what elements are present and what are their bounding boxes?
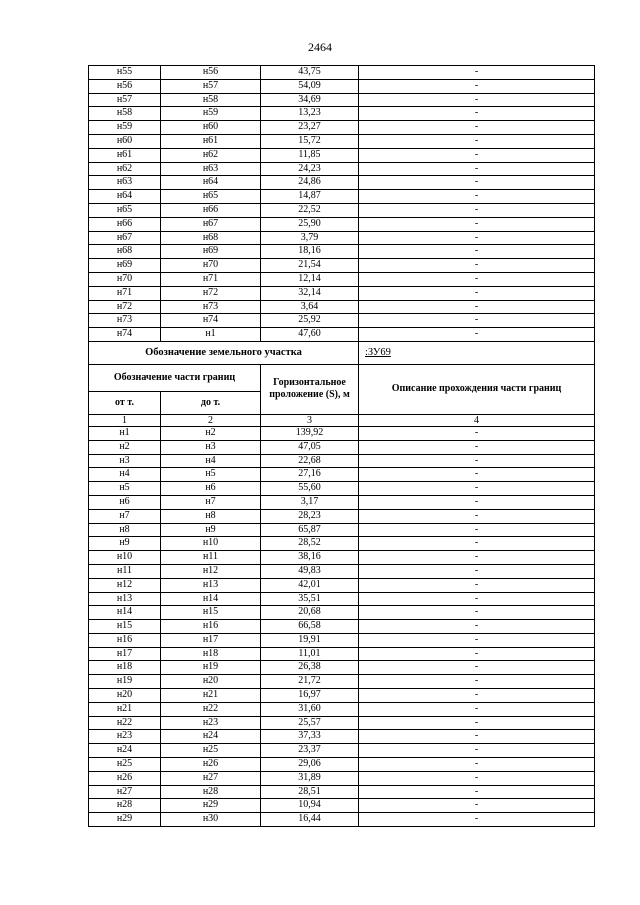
from-point: н69	[89, 259, 161, 273]
to-point: н71	[161, 272, 261, 286]
table-row	[89, 148, 595, 162]
description: -	[359, 203, 595, 217]
distance: 25,90	[261, 217, 359, 231]
table-row	[89, 758, 595, 772]
to-point: н70	[161, 259, 261, 273]
table-row	[89, 482, 595, 496]
to-point: н22	[161, 702, 261, 716]
to-point: н10	[161, 537, 261, 551]
to-point: н19	[161, 661, 261, 675]
description: -	[359, 66, 595, 80]
distance: 49,83	[261, 564, 359, 578]
from-point: н23	[89, 730, 161, 744]
table-section-lower	[89, 426, 595, 826]
table-row	[89, 744, 595, 758]
to-point: н64	[161, 176, 261, 190]
to-point: н58	[161, 93, 261, 107]
description: -	[359, 300, 595, 314]
from-point: н8	[89, 523, 161, 537]
distance: 20,68	[261, 606, 359, 620]
distance: 16,44	[261, 813, 359, 827]
distance: 29,06	[261, 758, 359, 772]
table-row	[89, 537, 595, 551]
from-point: н74	[89, 328, 161, 342]
from-point: н66	[89, 217, 161, 231]
to-point: н4	[161, 454, 261, 468]
to-point: н3	[161, 440, 261, 454]
from-point: н56	[89, 79, 161, 93]
distance: 23,37	[261, 744, 359, 758]
from-point: н16	[89, 633, 161, 647]
to-point: н74	[161, 314, 261, 328]
distance: 34,69	[261, 93, 359, 107]
from-point: н72	[89, 300, 161, 314]
from-point: н21	[89, 702, 161, 716]
from-point: н20	[89, 689, 161, 703]
to-point: н72	[161, 286, 261, 300]
column-number: 2	[161, 414, 261, 426]
to-point: н30	[161, 813, 261, 827]
description: -	[359, 314, 595, 328]
to-point: н59	[161, 107, 261, 121]
distance: 31,60	[261, 702, 359, 716]
table-row	[89, 509, 595, 523]
table-row	[89, 93, 595, 107]
table-row	[89, 426, 595, 440]
distance: 139,92	[261, 426, 359, 440]
table-row	[89, 661, 595, 675]
to-point: н7	[161, 495, 261, 509]
parcel-code: :ЗУ69	[359, 341, 595, 364]
description: -	[359, 578, 595, 592]
to-point: н61	[161, 134, 261, 148]
table-row	[89, 675, 595, 689]
description: -	[359, 620, 595, 634]
table-row	[89, 300, 595, 314]
to-point: н69	[161, 245, 261, 259]
description: -	[359, 633, 595, 647]
distance: 27,16	[261, 468, 359, 482]
description: -	[359, 702, 595, 716]
from-point: н63	[89, 176, 161, 190]
header-from: от т.	[89, 391, 161, 414]
table-row	[89, 620, 595, 634]
to-point: н13	[161, 578, 261, 592]
table-row	[89, 702, 595, 716]
page-number: 2464	[308, 40, 332, 54]
description: -	[359, 551, 595, 565]
from-point: н29	[89, 813, 161, 827]
to-point: н23	[161, 716, 261, 730]
table-row	[89, 785, 595, 799]
from-point: н12	[89, 578, 161, 592]
distance: 54,09	[261, 79, 359, 93]
from-point: н18	[89, 661, 161, 675]
from-point: н70	[89, 272, 161, 286]
table-row	[89, 286, 595, 300]
distance: 28,51	[261, 785, 359, 799]
table-row	[89, 314, 595, 328]
description: -	[359, 771, 595, 785]
table-row	[89, 799, 595, 813]
distance: 28,23	[261, 509, 359, 523]
description: -	[359, 134, 595, 148]
from-point: н17	[89, 647, 161, 661]
to-point: н68	[161, 231, 261, 245]
from-point: н58	[89, 107, 161, 121]
distance: 43,75	[261, 66, 359, 80]
table-row	[89, 272, 595, 286]
description: -	[359, 813, 595, 827]
description: -	[359, 93, 595, 107]
column-number: 3	[261, 414, 359, 426]
to-point: н24	[161, 730, 261, 744]
table-row	[89, 689, 595, 703]
distance: 16,97	[261, 689, 359, 703]
from-point: н64	[89, 190, 161, 204]
from-point: н26	[89, 771, 161, 785]
distance: 28,52	[261, 537, 359, 551]
to-point: н67	[161, 217, 261, 231]
from-point: н65	[89, 203, 161, 217]
to-point: н56	[161, 66, 261, 80]
to-point: н11	[161, 551, 261, 565]
to-point: н6	[161, 482, 261, 496]
table-row	[89, 190, 595, 204]
description: -	[359, 523, 595, 537]
distance: 42,01	[261, 578, 359, 592]
header-to: до т.	[161, 391, 261, 414]
from-point: н4	[89, 468, 161, 482]
column-number-row	[89, 414, 595, 426]
table-row	[89, 606, 595, 620]
table-row	[89, 107, 595, 121]
from-point: н67	[89, 231, 161, 245]
from-point: н59	[89, 121, 161, 135]
description: -	[359, 744, 595, 758]
description: -	[359, 190, 595, 204]
description: -	[359, 716, 595, 730]
description: -	[359, 272, 595, 286]
from-point: н73	[89, 314, 161, 328]
table-row	[89, 454, 595, 468]
description: -	[359, 162, 595, 176]
table-row	[89, 162, 595, 176]
distance: 24,86	[261, 176, 359, 190]
from-point: н28	[89, 799, 161, 813]
table-row	[89, 79, 595, 93]
distance: 15,72	[261, 134, 359, 148]
distance: 65,87	[261, 523, 359, 537]
to-point: н20	[161, 675, 261, 689]
table-row	[89, 121, 595, 135]
from-point: н11	[89, 564, 161, 578]
description: -	[359, 440, 595, 454]
distance: 23,27	[261, 121, 359, 135]
table-row	[89, 203, 595, 217]
table-row	[89, 647, 595, 661]
distance: 3,79	[261, 231, 359, 245]
table-row	[89, 551, 595, 565]
description: -	[359, 245, 595, 259]
from-point: н19	[89, 675, 161, 689]
parcel-label: Обозначение земельного участка	[89, 341, 359, 364]
from-point: н55	[89, 66, 161, 80]
distance: 25,92	[261, 314, 359, 328]
description: -	[359, 606, 595, 620]
distance: 32,14	[261, 286, 359, 300]
description: -	[359, 689, 595, 703]
description: -	[359, 426, 595, 440]
from-point: н10	[89, 551, 161, 565]
description: -	[359, 107, 595, 121]
description: -	[359, 537, 595, 551]
distance: 21,54	[261, 259, 359, 273]
header-horizontal-distance: Горизонтальное проложение (S), м	[261, 364, 359, 414]
table-section-upper	[89, 66, 595, 342]
table-row	[89, 468, 595, 482]
description: -	[359, 176, 595, 190]
distance: 21,72	[261, 675, 359, 689]
table-row	[89, 217, 595, 231]
to-point: н28	[161, 785, 261, 799]
to-point: н1	[161, 328, 261, 342]
distance: 47,05	[261, 440, 359, 454]
description: -	[359, 758, 595, 772]
from-point: н27	[89, 785, 161, 799]
table-headers	[89, 341, 595, 426]
from-point: н9	[89, 537, 161, 551]
description: -	[359, 482, 595, 496]
to-point: н29	[161, 799, 261, 813]
table-row	[89, 730, 595, 744]
to-point: н15	[161, 606, 261, 620]
to-point: н60	[161, 121, 261, 135]
description: -	[359, 647, 595, 661]
table-row	[89, 771, 595, 785]
from-point: н3	[89, 454, 161, 468]
to-point: н73	[161, 300, 261, 314]
to-point: н16	[161, 620, 261, 634]
from-point: н24	[89, 744, 161, 758]
table-row	[89, 440, 595, 454]
description: -	[359, 148, 595, 162]
table-row	[89, 813, 595, 827]
table-row	[89, 176, 595, 190]
description: -	[359, 217, 595, 231]
from-point: н62	[89, 162, 161, 176]
from-point: н25	[89, 758, 161, 772]
to-point: н25	[161, 744, 261, 758]
description: -	[359, 286, 595, 300]
to-point: н12	[161, 564, 261, 578]
parcel-row	[89, 341, 595, 364]
description: -	[359, 259, 595, 273]
from-point: н1	[89, 426, 161, 440]
table-row	[89, 523, 595, 537]
to-point: н65	[161, 190, 261, 204]
header-row-1	[89, 364, 595, 391]
table-row	[89, 259, 595, 273]
to-point: н63	[161, 162, 261, 176]
from-point: н14	[89, 606, 161, 620]
distance: 66,58	[261, 620, 359, 634]
description: -	[359, 328, 595, 342]
description: -	[359, 231, 595, 245]
distance: 11,01	[261, 647, 359, 661]
to-point: н27	[161, 771, 261, 785]
distance: 18,16	[261, 245, 359, 259]
to-point: н18	[161, 647, 261, 661]
description: -	[359, 121, 595, 135]
distance: 3,64	[261, 300, 359, 314]
distance: 22,68	[261, 454, 359, 468]
distance: 47,60	[261, 328, 359, 342]
from-point: н22	[89, 716, 161, 730]
distance: 14,87	[261, 190, 359, 204]
table-row	[89, 134, 595, 148]
to-point: н66	[161, 203, 261, 217]
to-point: н62	[161, 148, 261, 162]
table-row	[89, 716, 595, 730]
description: -	[359, 79, 595, 93]
table-row	[89, 328, 595, 342]
description: -	[359, 799, 595, 813]
table-row	[89, 495, 595, 509]
from-point: н13	[89, 592, 161, 606]
distance: 37,33	[261, 730, 359, 744]
from-point: н2	[89, 440, 161, 454]
to-point: н26	[161, 758, 261, 772]
from-point: н7	[89, 509, 161, 523]
distance: 22,52	[261, 203, 359, 217]
table-row	[89, 633, 595, 647]
to-point: н21	[161, 689, 261, 703]
distance: 13,23	[261, 107, 359, 121]
from-point: н61	[89, 148, 161, 162]
to-point: н17	[161, 633, 261, 647]
description: -	[359, 661, 595, 675]
from-point: н60	[89, 134, 161, 148]
distance: 24,23	[261, 162, 359, 176]
description: -	[359, 730, 595, 744]
header-part-designation: Обозначение части границ	[89, 364, 261, 391]
column-number: 4	[359, 414, 595, 426]
distance: 3,17	[261, 495, 359, 509]
to-point: н8	[161, 509, 261, 523]
distance: 19,91	[261, 633, 359, 647]
from-point: н68	[89, 245, 161, 259]
from-point: н71	[89, 286, 161, 300]
from-point: н5	[89, 482, 161, 496]
distance: 25,57	[261, 716, 359, 730]
table-row	[89, 231, 595, 245]
distance: 26,38	[261, 661, 359, 675]
to-point: н5	[161, 468, 261, 482]
distance: 35,51	[261, 592, 359, 606]
to-point: н57	[161, 79, 261, 93]
distance: 55,60	[261, 482, 359, 496]
distance: 31,89	[261, 771, 359, 785]
distance: 10,94	[261, 799, 359, 813]
table-row	[89, 245, 595, 259]
description: -	[359, 592, 595, 606]
distance: 38,16	[261, 551, 359, 565]
header-description: Описание прохождения части границ	[359, 364, 595, 414]
boundary-table	[88, 65, 595, 827]
description: -	[359, 675, 595, 689]
table-row	[89, 66, 595, 80]
table-row	[89, 564, 595, 578]
description: -	[359, 509, 595, 523]
description: -	[359, 468, 595, 482]
to-point: н9	[161, 523, 261, 537]
table-row	[89, 578, 595, 592]
description: -	[359, 785, 595, 799]
to-point: н2	[161, 426, 261, 440]
column-number: 1	[89, 414, 161, 426]
distance: 11,85	[261, 148, 359, 162]
table-row	[89, 592, 595, 606]
description: -	[359, 454, 595, 468]
from-point: н6	[89, 495, 161, 509]
from-point: н57	[89, 93, 161, 107]
description: -	[359, 495, 595, 509]
distance: 12,14	[261, 272, 359, 286]
from-point: н15	[89, 620, 161, 634]
description: -	[359, 564, 595, 578]
to-point: н14	[161, 592, 261, 606]
